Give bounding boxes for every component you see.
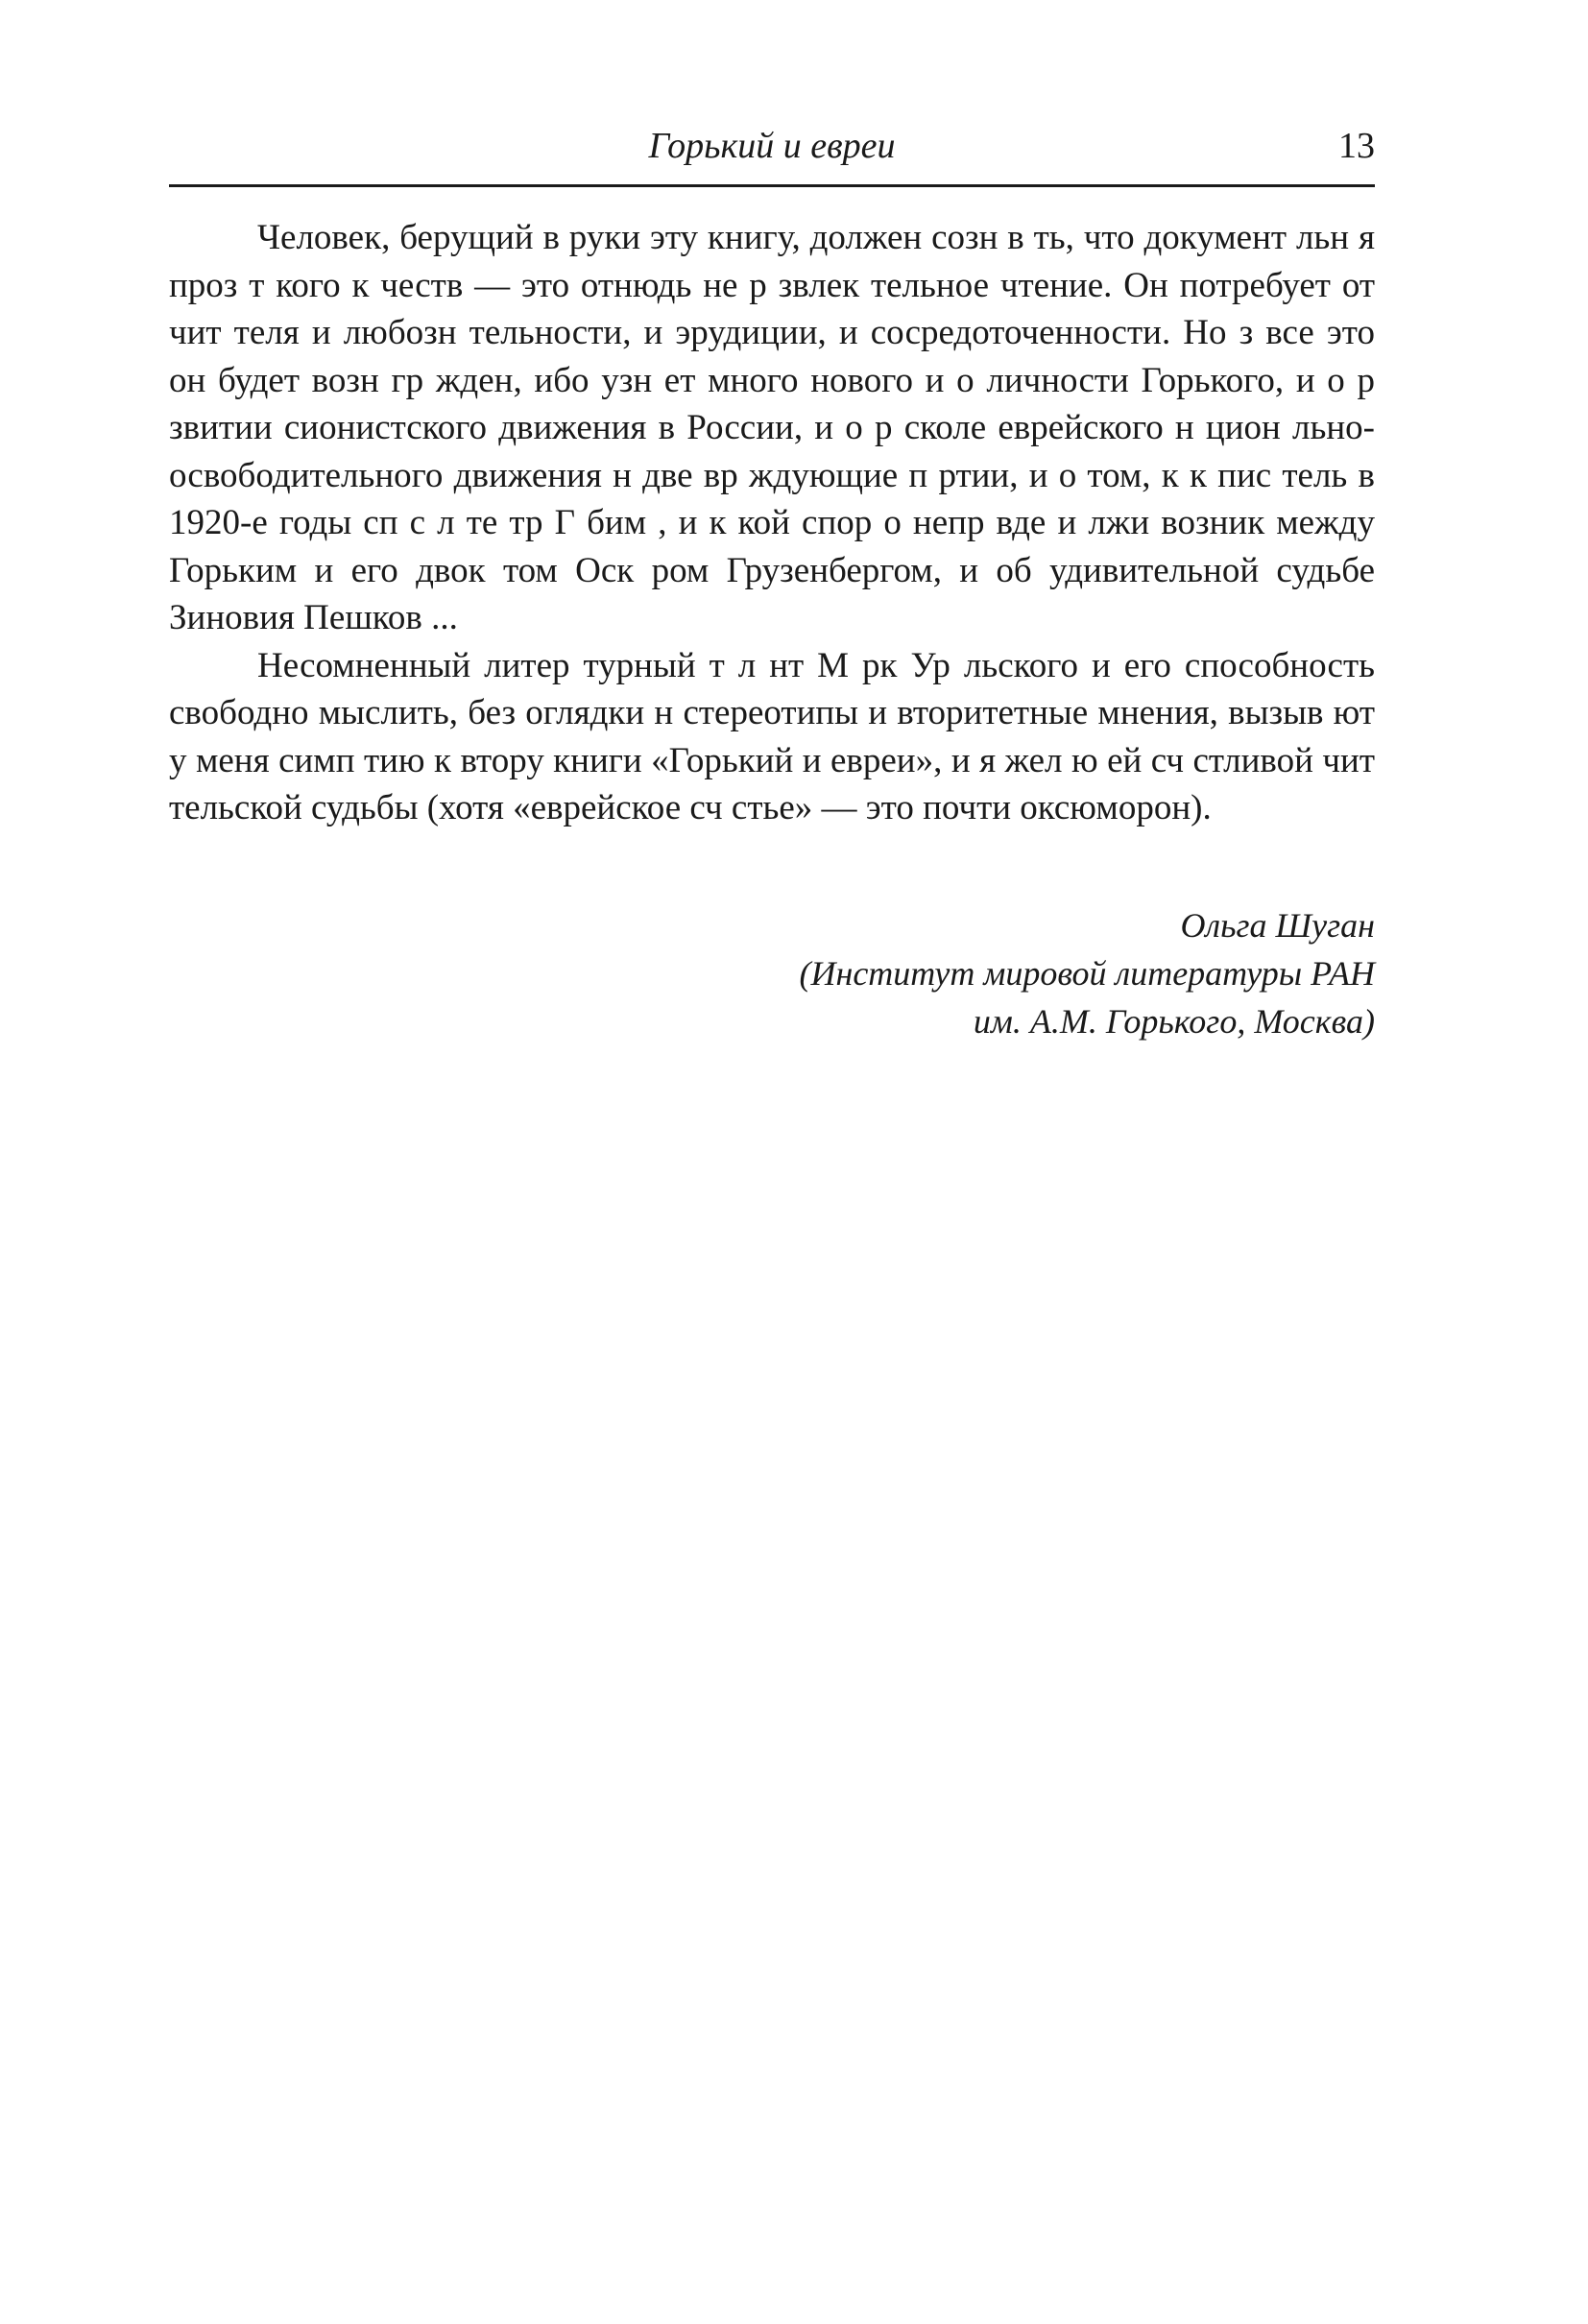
page-number: 13 (1338, 126, 1375, 166)
book-page (169, 115, 1375, 1045)
paragraph: Несомненный литер турный т л нт М рк Ур льского и его способность свободно мыслить, без оглядки н стереотипы и вторитетные мнения, вызыв ют у меня симп тию к втору книги «Горький и евреи», и я жел ю ей сч стливой чит тельской судьбы (хотя «еврейское сч стье» — это почти оксюморон). (169, 645, 1375, 827)
body-text (169, 214, 1375, 832)
running-title: Горький и евреи (648, 126, 896, 166)
signature-affiliation-line: (Институт мировой литературы РАН (799, 953, 1375, 993)
signature-affiliation-line: им. А.М. Горького, Москва) (973, 1001, 1375, 1041)
running-header (169, 115, 1375, 187)
signature-block (169, 901, 1375, 1045)
paragraph: Человек, берущий в руки эту книгу, должен созн в ть, что документ льн я проз т кого к честв — это отнюдь не р звлек тельное чтение. Он потребует от чит теля и любозн тельности, и эрудиции, и сосредоточенности. Но з все это он будет возн гр жден, ибо узн ет много нового и о личности Горького, и о р звитии сионистского движения в России, и о р сколе еврейского н цион льно-освободительного движения н две вр ждующие п ртии, и о том, к к пис тель в 1920-е годы сп с л те тр Г бим , и к кой спор о непр вде и лжи возник между Горьким и его двок том Оск ром Грузенбергом, и об удивительной судьбе Зиновия Пешков ... (169, 218, 1375, 637)
signature-author: Ольга Шуган (1180, 905, 1375, 945)
